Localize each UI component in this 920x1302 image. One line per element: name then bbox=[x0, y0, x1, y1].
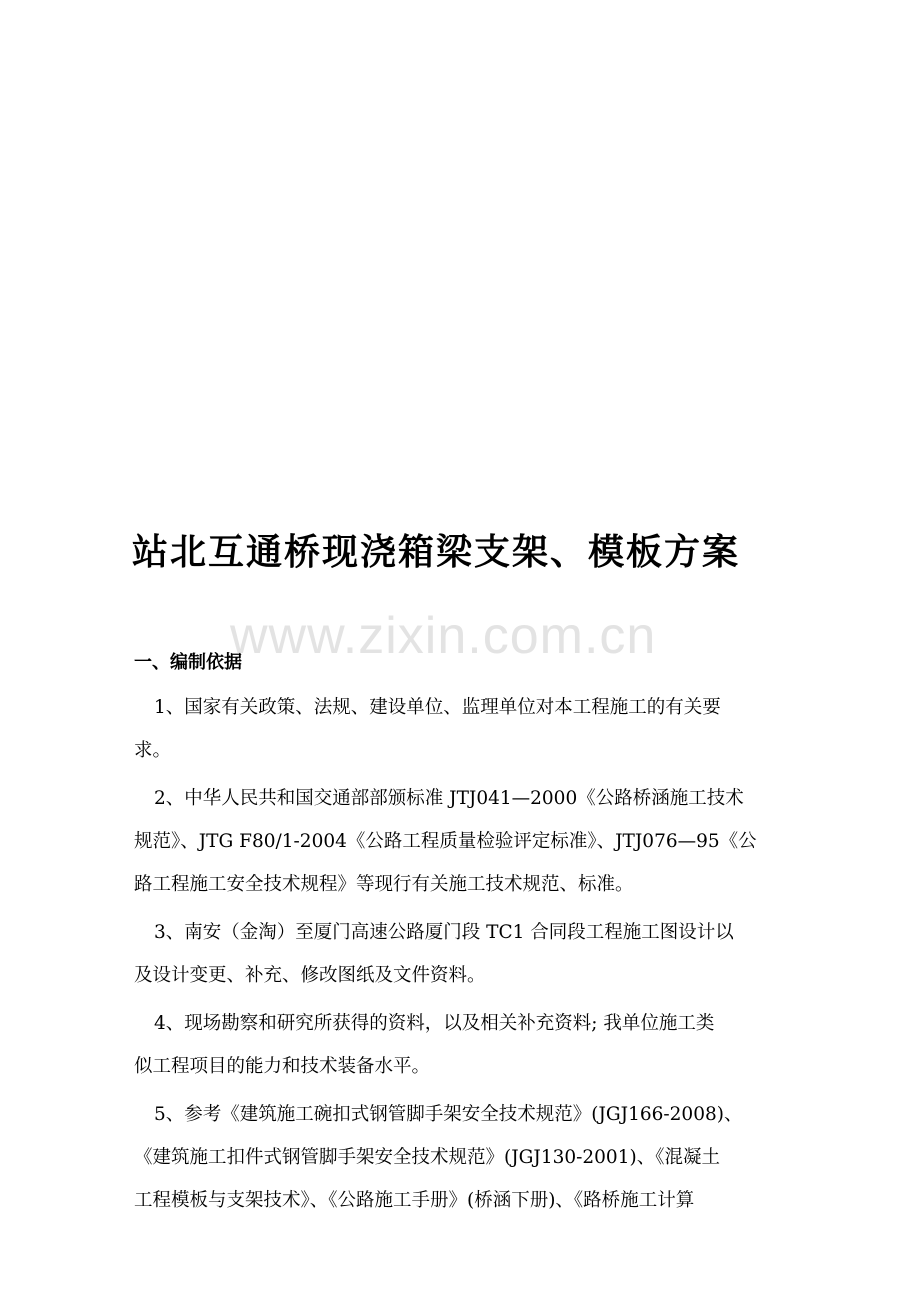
paragraph-line: 5、参考《建筑施工碗扣式钢管脚手架安全技术规范》(JGJ166-2008)、 bbox=[154, 1104, 743, 1125]
paragraph-line: 似工程项目的能力和技术装备水平。 bbox=[134, 1056, 431, 1077]
section-heading: 一、编制依据 bbox=[134, 652, 242, 673]
paragraph-2 bbox=[134, 777, 822, 906]
paragraph-line: 3、南安（金淘）至厦门高速公路厦门段 TC1 合同段工程施工图设计以 bbox=[154, 922, 734, 943]
watermark: www.zixin.com.cn bbox=[230, 607, 657, 665]
paragraph-line: 2、中华人民共和国交通部部颁标准 JTJ041—2000《公路桥涵施工技术 bbox=[154, 788, 744, 809]
paragraph-line: 及设计变更、补充、修改图纸及文件资料。 bbox=[134, 965, 486, 986]
paragraph-line: 求。 bbox=[134, 740, 172, 761]
paragraph-3 bbox=[134, 911, 822, 997]
paragraph-line: 《建筑施工扣件式钢管脚手架安全技术规范》(JGJ130-2001)、《混凝土 bbox=[134, 1147, 720, 1168]
paragraph-line: 4、现场勘察和研究所获得的资料，以及相关补充资料; 我单位施工类 bbox=[154, 1013, 715, 1034]
paragraph-1 bbox=[134, 686, 822, 772]
paragraph-4 bbox=[134, 1002, 822, 1088]
paragraph-line: 路工程施工安全技术规程》等现行有关施工技术规范、标准。 bbox=[134, 874, 634, 895]
paragraph-line: 工程模板与支架技术》、《公路施工手册》(桥涵下册)、《路桥施工计算 bbox=[134, 1190, 695, 1211]
paragraph-5 bbox=[134, 1093, 822, 1222]
document-body bbox=[134, 686, 822, 1227]
document-title: 站北互通桥现浇箱梁支架、模板方案 bbox=[132, 532, 741, 573]
paragraph-line: 规范》、JTG F80/1-2004《公路工程质量检验评定标准》、JTJ076—95《公 bbox=[134, 831, 757, 852]
paragraph-line: 1、国家有关政策、法规、建设单位、监理单位对本工程施工的有关要 bbox=[154, 697, 721, 718]
